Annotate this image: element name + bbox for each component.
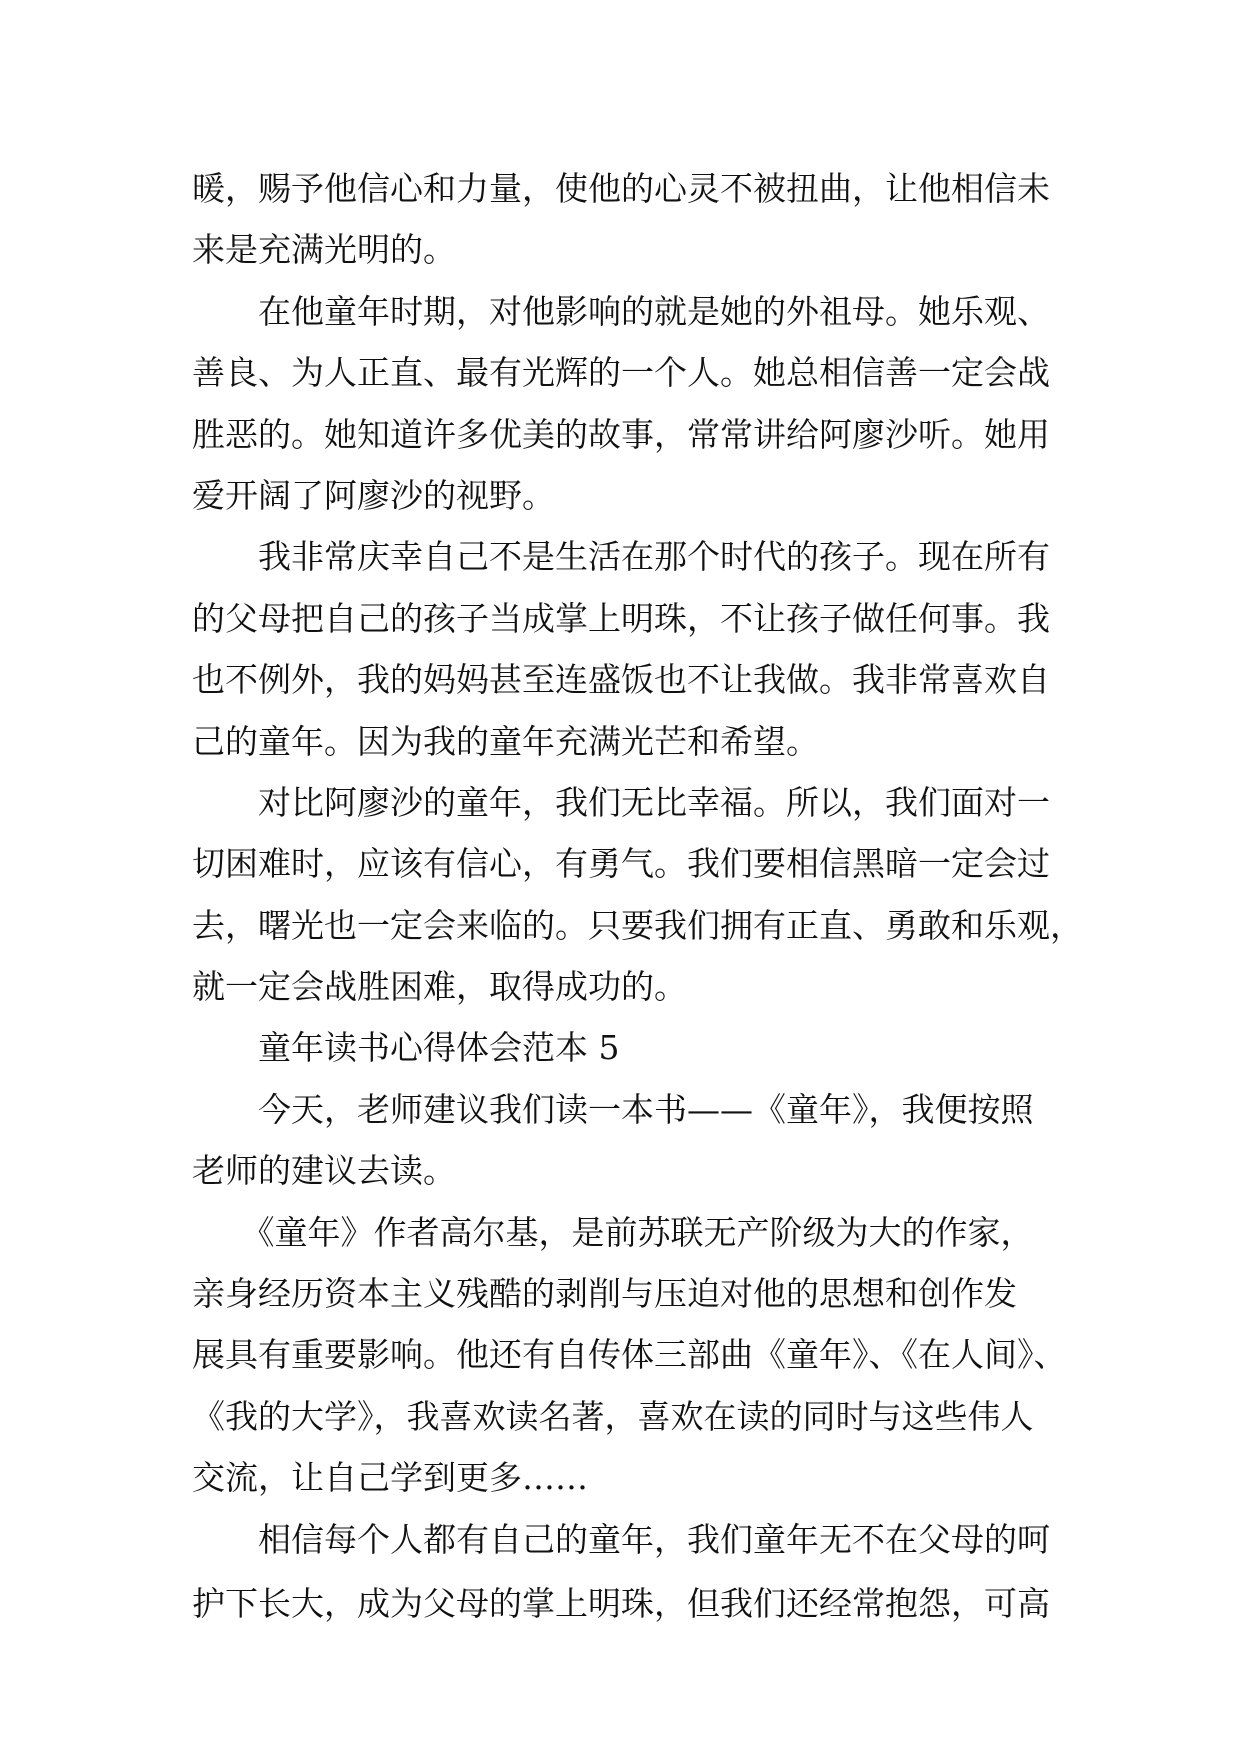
text-line: 展具有重要影响。他还有自传体三部曲《童年》、《在人间》、 [192,1335,1067,1375]
text-line: 去，曙光也一定会来临的。只要我们拥有正直、勇敢和乐观， [192,905,1083,945]
text-line: 胜恶的。她知道许多优美的故事，常常讲给阿廖沙听。她用 [192,414,1050,454]
text-line: 《童年》作者高尔基，是前苏联无产阶级为大的作家， [192,1212,1034,1252]
text-line: 爱开阔了阿廖沙的视野。 [192,475,555,515]
text-line: 对比阿廖沙的童年，我们无比幸福。所以，我们面对一 [192,782,1050,822]
text-line: 老师的建议去读。 [192,1151,456,1191]
text-line: 就一定会战胜困难，取得成功的。 [192,967,687,1007]
text-line: 我非常庆幸自己不是生活在那个时代的孩子。现在所有 [192,537,1050,577]
text-line: 暖，赐予他信心和力量，使他的心灵不被扭曲，让他相信未 [192,169,1050,208]
text-line: 在他童年时期，对他影响的就是她的外祖母。她乐观、 [192,291,1050,331]
text-line: 《我的大学》，我喜欢读名著，喜欢在读的同时与这些伟人 [192,1396,1034,1436]
text-line: 也不例外，我的妈妈甚至连盛饭也不让我做。我非常喜欢自 [192,660,1050,700]
text-line: 今天，老师建议我们读一本书——《童年》，我便按照 [192,1089,1034,1129]
text-line: 切困难时，应该有信心，有勇气。我们要相信黑暗一定会过 [192,844,1050,884]
text-line: 己的童年。因为我的童年充满光芒和希望。 [192,721,819,761]
text-line: 交流，让自己学到更多…… [192,1458,588,1498]
text-line: 的父母把自己的孩子当成掌上明珠，不让孩子做任何事。我 [192,598,1050,638]
text-line: 护下长大，成为父母的掌上明珠，但我们还经常抱怨，可高 [192,1583,1050,1623]
section-heading: 童年读书心得体会范本 5 [192,1028,620,1068]
text-line: 善良、为人正直、最有光辉的一个人。她总相信善一定会战 [192,353,1050,393]
text-line: 相信每个人都有自己的童年，我们童年无不在父母的呵 [192,1519,1050,1559]
text-line: 来是充满光明的。 [192,230,456,270]
text-line: 亲身经历资本主义残酷的剥削与压迫对他的思想和创作发 [192,1274,1017,1314]
document-body [192,158,1083,1634]
